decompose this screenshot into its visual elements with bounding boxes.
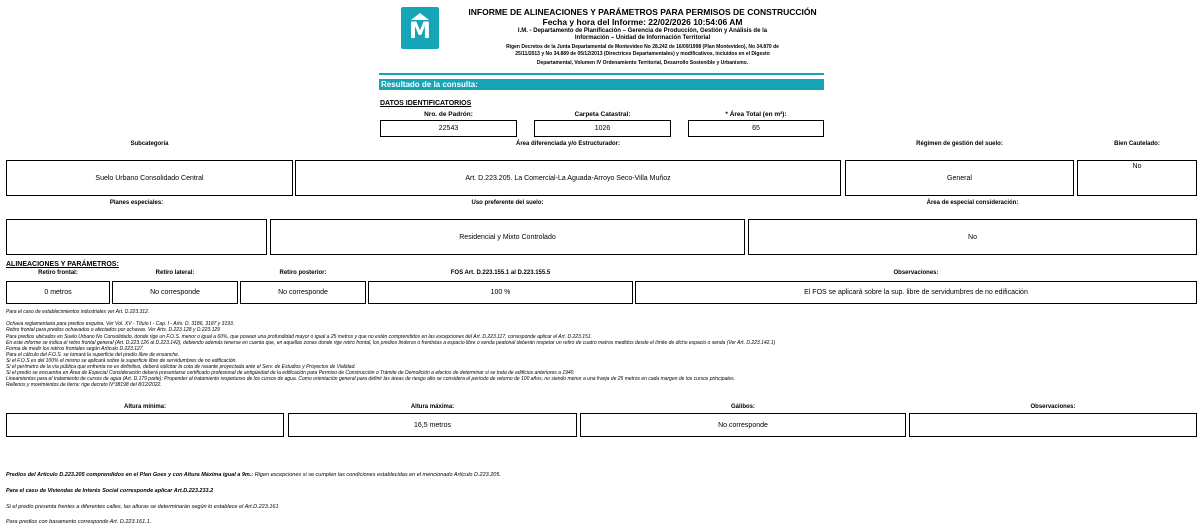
note-retiro-frontal-general: En este informe se indica el retiro frontal general (Art. D.223.126 al D.223.142), debiendo además tenerse en cuenta que, en aquellas zonas donde rige retiro frontal, los predios linderos o frentistas a espacio libre o senda peatonal deberán respetar un retiro de cuatro metros medidos desde el límite de dicho espacio o senda (Ver Art. D.223.142.1) [6,340,776,346]
area-label: * Área Total (en m²): [725,111,787,118]
note-retiro-ochavados: Retiro frontal para predios ochavados o afectados por ochavas. Ver Arts. D.223.128 y D.223.129 [6,327,220,333]
department-line-1: I.M. - Departamento de Planificación – Gerencia de Producción, Gestión y Análisis de la [517,28,768,34]
observaciones-altura-label: Observaciones: [1030,404,1076,410]
observaciones-alin-label: Observaciones: [893,270,939,276]
planes-especiales-value [6,219,267,255]
bottom-note-plan-goes-bold: Predios del Artículo D.223.205 comprendidos en el Plan Goes y con Altura Máxima igual a 9m.: [6,472,254,478]
result-bar: Resultado de la consulta: [379,79,824,90]
retiro-posterior-label: Retiro posterior: [279,270,327,276]
retiro-frontal-label: Retiro frontal: [38,270,78,276]
observaciones-alin-value: El FOS se aplicará sobre la sup. libre de servidumbres de no edificación [635,281,1197,304]
note-rellenos: Rellenos y movimientos de tierra: rige decreto N°38198 del 8/12/2022. [6,382,162,388]
legal-line-1: Rigen Decretos de la Junta Departamental de Montevideo No 28.242 de 16/09/1998 (Plan Montevideo), No 34.870 de [506,44,779,50]
bottom-note-basamento: Para predios con basamento corresponde Art. D.223.161.1. [6,519,152,525]
note-calculo-fos: Para el cálculo del F.O.S. se tomará la superficie del predio libre de ensanche. [6,352,180,358]
retiro-lateral-label: Retiro lateral: [155,270,195,276]
subcategoria-value: Suelo Urbano Consolidado Central [6,160,293,196]
report-datetime: Fecha y hora del Informe: 22/02/2026 10:54:06 AM [542,17,743,27]
retiro-lateral-value: No corresponde [112,281,238,304]
bottom-note-frentes: Si el predio presenta frentes a diferentes calles, las alturas se determinarán según lo establece el Art.D.223.161 [6,504,279,510]
note-suelo-no-consolidado: Para predios ubicados en Suelo Urbano No Consolidado, donde rige un F.O.S. menor o igual a 60%, que posean una profundidad mayor o igual a 25 metros y que no estén comprendidos en las excepciones del Art. D.223.117, corresponde aplicar el Art. D.223.151. [6,334,592,340]
note-area-especial: Si el predio se encuentra en Área de Especial Consideración deberá presentarse certificado profesional de antigüedad de la edificación para Permiso de Construcción o Trámite de Demolición a efectos de determinar si se trata de edificios anteriores a 1940. [6,370,575,376]
bottom-note-plan-goes [6,472,501,478]
retiro-frontal-value: 0 metros [6,281,110,304]
note-via-publica: Si el perímetro de la vía pública que enfrenta no es definitivo, deberá solicitar la cota de rasante proyectada ante el Serv. de Estudios y Proyectos de Vialidad. [6,364,356,370]
intendencia-logo-icon [401,7,439,49]
bien-cautelado-value [1077,160,1197,196]
note-industriales: Para el caso de establecimientos industriales ver Art. D.223.312. [6,309,150,315]
alineaciones-section-title: ALINEACIONES Y PARÁMETROS: [6,261,119,268]
padron-label: Nro. de Padrón: [424,111,473,118]
altura-maxima-label: Altura máxima: [410,404,455,410]
galibos-value: No corresponde [580,413,906,437]
regimen-value: General [845,160,1074,196]
observaciones-altura-value [909,413,1197,437]
altura-maxima-value: 16,5 metros [288,413,577,437]
padron-value: 22543 [380,120,517,137]
logo-letter: M [409,19,431,44]
uso-preferente-value: Residencial y Mixto Controlado [270,219,745,255]
retiro-posterior-value: No corresponde [240,281,366,304]
area-diferenciada-label: Área diferenciada y/o Estructurador: [515,141,621,147]
area-diferenciada-value: Art. D.223.205. La Comercial-La Aguada-Arroyo Seco-Villa Muñoz [295,160,841,196]
bien-cautelado-text: No [1132,163,1142,170]
note-forma-medir: Forma de medir los retiros frontales según Artículo D.223.127. [6,346,144,352]
note-cursos-agua: Lineamientos para el tratamiento de cursos de agua (Art. D.179 parte): Propender al tratamiento respetuoso de los cursos de agua. Como orientación general para definir las áreas de riesgo alto se considera el período de retorno de 100 años, no siendo menor a una franja de 25 metros en cada margen de los cursos principales. [6,376,736,382]
bottom-note-plan-goes-rest: Rigen excepciones si se cumplen las condiciones establecidas en el mencionado Artículo D.223.205. [253,472,501,478]
department-line-2: Información – Unidad de Información Territorial [574,35,711,41]
fos-label: FOS Art. D.223.155.1 al D.223.155.5 [450,270,551,276]
carpeta-label: Carpeta Catastral: [574,111,631,118]
planes-especiales-label: Planes especiales: [109,200,164,206]
area-especial-label: Área de especial consideración: [926,200,1019,206]
legal-line-3: Departamental, Volumen IV Ordenamiento Territorial, Desarrollo Sostenible y Urbanismo. [536,60,749,66]
altura-minima-label: Altura mínima: [123,404,166,410]
altura-minima-value [6,413,284,437]
area-especial-value: No [748,219,1197,255]
ident-section-title: DATOS IDENTIFICATORIOS [380,100,472,107]
note-fos-100: Si el F.O.S es del 100% el mismo se aplicará sobre la superficie libre de servidumbres de no edificación. [6,358,237,364]
fos-value: 100 % [368,281,633,304]
header-divider [379,73,824,75]
galibos-label: Gálibos: [730,404,755,410]
bien-cautelado-label: Bien Cautelado: [1114,141,1160,147]
carpeta-value: 1026 [534,120,671,137]
bottom-note-viviendas: Para el caso de Viviendas de Interés Social corresponde aplicar Art.D.223.233.2 [6,488,214,494]
report-title: INFORME DE ALINEACIONES Y PARÁMETROS PARA PERMISOS DE CONSTRUCCIÓN [468,7,817,17]
legal-line-2: 25/11/2013 y No 34.889 de 05/12/2013 (Directrices Departamentales) y modificativos, incluidos en el Digesto [515,51,770,57]
note-ochava: Ochava reglamentaria para predios esquina. Ver Vol. XV - Título I - Cap. I - Arts. D. 3186, 3187 y 3193. [6,321,235,327]
uso-preferente-label: Uso preferente del suelo: [471,200,544,206]
subcategoria-label: Subcategoría [130,141,169,147]
regimen-label: Régimen de gestión del suelo: [916,141,1003,147]
area-value: 65 [688,120,824,137]
